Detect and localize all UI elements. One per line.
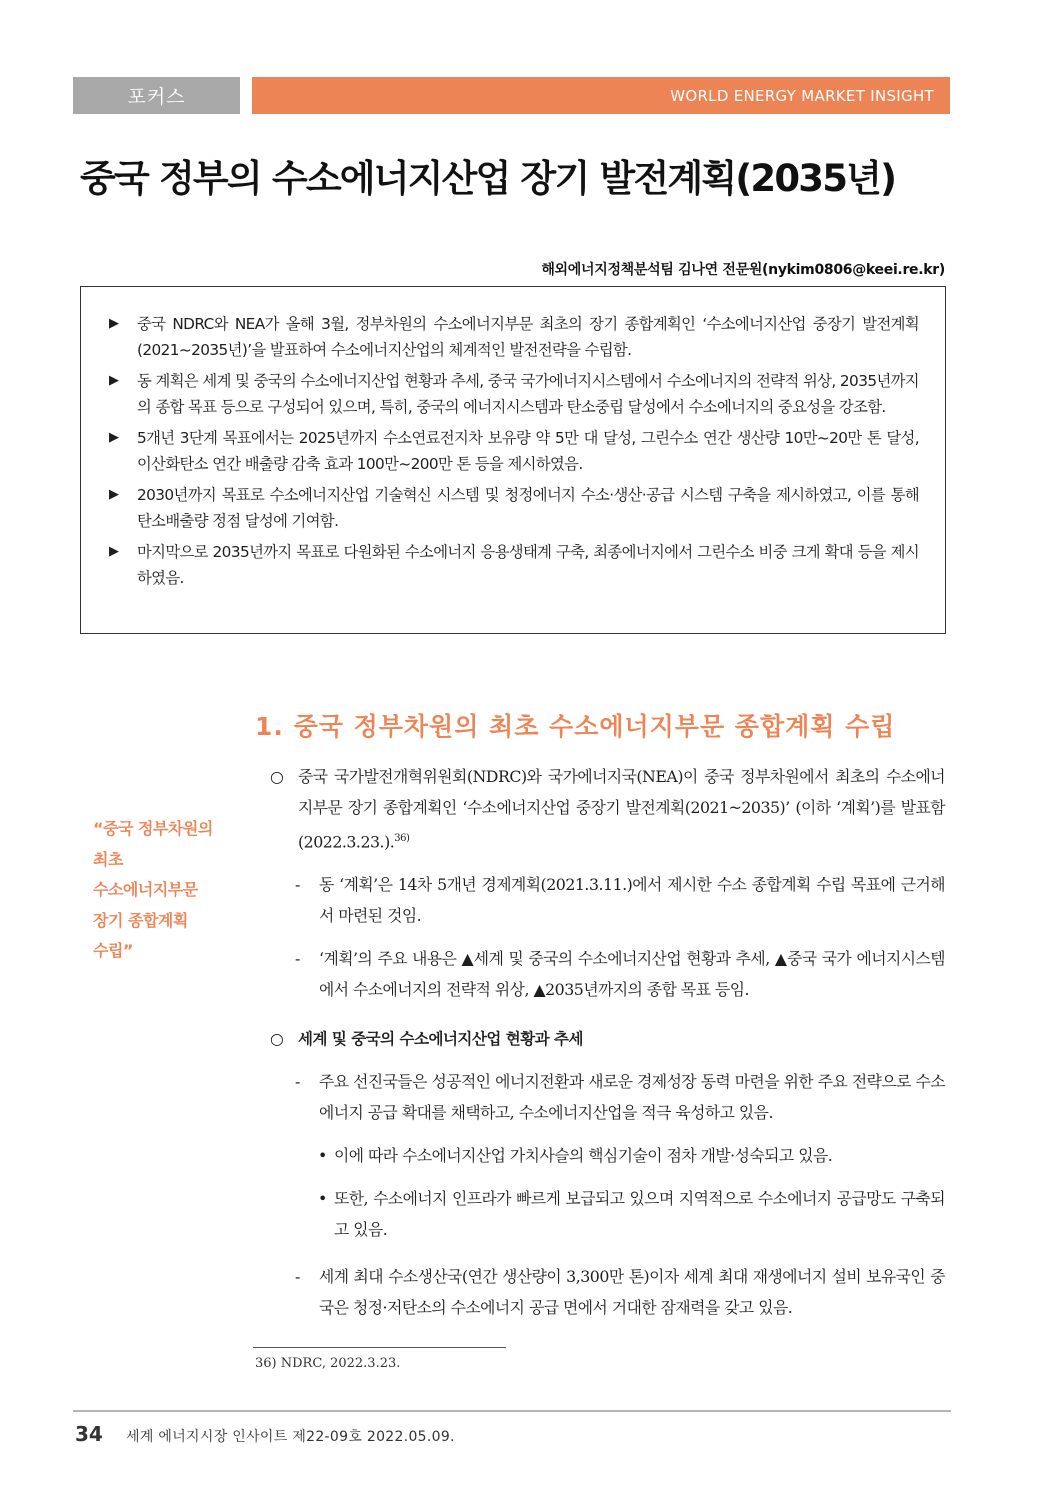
triangle-bullet-icon: ▶ [109, 487, 119, 502]
section-label: 포커스 [73, 77, 240, 114]
author-line: 해외에너지정책분석팀 김나연 전문원(nykim0806@keei.re.kr) [541, 262, 945, 278]
footer-text: 세계 에너지시장 인사이트 제22-09호 2022.05.09. [126, 1429, 455, 1445]
paragraph-dash: - 세계 최대 수소생산국(연간 생산량이 3,300만 톤)이자 세계 최대 재생에너지 설비 보유국인 중국은 청정·저탄소의 수소에너지 공급 면에서 거대한 잠재력을 갖고 있음. [295, 1261, 945, 1323]
page-number: 34 [75, 1422, 103, 1446]
summary-item: ▶ 동 계획은 세계 및 중국의 수소에너지산업 현황과 추세, 중국 국가에너지시스템에서 수소에너지의 전략적 위상, 2035년까지의 종합 목표 등으로 구성되어 있으며, 특히, 중국의 에너지시스템과 탄소중립 달성에서 수소에너지의 중요성을 강조함. [109, 368, 919, 420]
circle-bullet-icon: ○ [270, 767, 284, 786]
footnote-divider [253, 1347, 506, 1348]
triangle-bullet-icon: ▶ [109, 316, 119, 331]
triangle-bullet-icon: ▶ [109, 544, 119, 559]
triangle-bullet-icon: ▶ [109, 430, 119, 445]
dash-bullet-icon: - [295, 949, 300, 968]
paragraph-dash: - 동 ‘계획’은 14차 5개년 경제계획(2021.3.11.)에서 제시한 수소 종합계획 수립 목표에 근거해서 마련된 것임. [295, 869, 945, 931]
paragraph-circle-heading: ○ 세계 및 중국의 수소에너지산업 현황과 추세 [270, 1023, 945, 1055]
page-title: 중국 정부의 수소에너지산업 장기 발전계획(2035년) [80, 157, 896, 200]
summary-item: ▶ 중국 NDRC와 NEA가 올해 3월, 정부차원의 수소에너지부문 최초의 장기 종합계획인 ‘수소에너지산업 중장기 발전계획(2021~2035년)’을 발표하여 수소에너지산업의 체계적인 발전전략을 수립함. [109, 311, 919, 363]
summary-item: ▶ 2030년까지 목표로 수소에너지산업 기술혁신 시스템 및 청정에너지 수소·생산·공급 시스템 구축을 제시하였고, 이를 통해 탄소배출량 정점 달성에 기여함. [109, 482, 919, 534]
dot-bullet-icon: • [318, 1189, 327, 1208]
publication-banner: WORLD ENERGY MARKET INSIGHT [252, 77, 950, 114]
summary-item: ▶ 마지막으로 2035년까지 목표로 다원화된 수소에너지 응용생태계 구축, 최종에너지에서 그린수소 비중 크게 확대 등을 제시하였음. [109, 539, 919, 591]
section-heading: 1. 중국 정부차원의 최초 수소에너지부문 종합계획 수립 [255, 712, 896, 741]
footer-divider [73, 1410, 951, 1412]
summary-item: ▶ 5개년 3단계 목표에서는 2025년까지 수소연료전지차 보유량 약 5만 대 달성, 그린수소 연간 생산량 10만~20만 톤 달성, 이산화탄소 연간 배출량 감축 효과 100만~200만 톤 등을 제시하였음. [109, 425, 919, 477]
summary-box [80, 286, 946, 634]
side-pull-quote: “중국 정부차원의 최초 수소에너지부문 장기 종합계획 수립” [93, 819, 213, 960]
dash-bullet-icon: - [295, 1072, 300, 1091]
paragraph-circle: ○ 중국 국가발전개혁위원회(NDRC)와 국가에너지국(NEA)이 중국 정부차원에서 최초의 수소에너지부문 장기 종합계획인 ‘수소에너지산업 중장기 발전계획(2021~2035)’ (이하 ‘계획’)를 발표함(2022.3.23.).$^{36)}$ [270, 761, 945, 857]
footnote-ref: 36) [394, 833, 410, 844]
dot-bullet-icon: • [318, 1146, 327, 1165]
dash-bullet-icon: - [295, 1267, 300, 1286]
circle-bullet-icon: ○ [270, 1029, 284, 1048]
paragraph-dot: • 이에 따라 수소에너지산업 가치사슬의 핵심기술이 점차 개발·성숙되고 있음. [318, 1140, 945, 1171]
triangle-bullet-icon: ▶ [109, 373, 119, 388]
paragraph-dash: - 주요 선진국들은 성공적인 에너지전환과 새로운 경제성장 동력 마련을 위한 주요 전략으로 수소에너지 공급 확대를 채택하고, 수소에너지산업을 적극 육성하고 있음. [295, 1066, 945, 1128]
dash-bullet-icon: - [295, 875, 300, 894]
paragraph-dash: - ‘계획’의 주요 내용은 ▲세계 및 중국의 수소에너지산업 현황과 추세, ▲중국 국가 에너지시스템에서 수소에너지의 전략적 위상, ▲2035년까지의 종합 목표 등임. [295, 943, 945, 1005]
footnote: 36) NDRC, 2022.3.23. [255, 1356, 401, 1371]
paragraph-dot: • 또한, 수소에너지 인프라가 빠르게 보급되고 있으며 지역적으로 수소에너지 공급망도 구축되고 있음. [318, 1183, 945, 1245]
